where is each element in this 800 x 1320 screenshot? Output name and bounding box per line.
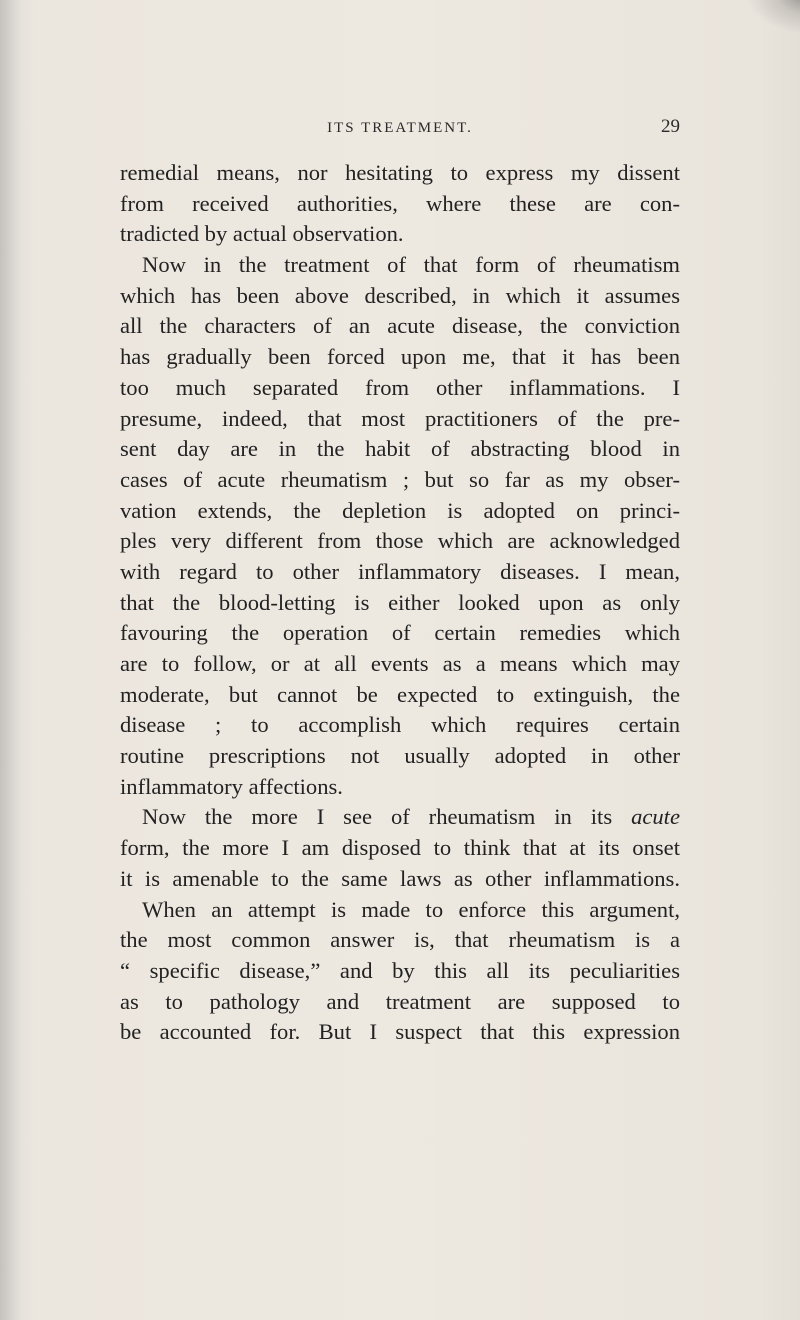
text-line: with regard to other inflammatory diseases. I mean, bbox=[120, 558, 680, 584]
page-gutter-shadow bbox=[0, 0, 22, 1320]
text-line: from received authorities, where these are con- bbox=[120, 190, 680, 216]
text-line: Now in the treatment of that form of rheumatism bbox=[142, 252, 680, 278]
text-line: form, the more I am disposed to think that at its onset bbox=[120, 835, 680, 861]
text-line: as to pathology and treatment are supposed to bbox=[120, 988, 680, 1014]
text-line: “ specific disease,” and by this all its peculiarities bbox=[120, 957, 680, 983]
text-line: that the blood-letting is either looked upon as only bbox=[120, 589, 680, 615]
text-line: all the characters of an acute disease, the conviction bbox=[120, 313, 680, 339]
text-line: too much separated from other inflammations. I bbox=[120, 374, 680, 400]
text-line: routine prescriptions not usually adopted in other bbox=[120, 743, 680, 769]
text-line: sent day are in the habit of abstracting blood in bbox=[120, 436, 680, 462]
text-line: the most common answer is, that rheumatism is a bbox=[120, 927, 680, 953]
running-head: ITS TREATMENT. bbox=[327, 120, 473, 136]
text-line: which has been above described, in which it assumes bbox=[120, 282, 680, 308]
page-corner-shadow bbox=[746, 0, 800, 34]
text-line-start: Now the more I see of rheumatism in its bbox=[142, 804, 613, 830]
text-line: favouring the operation of certain remedies which bbox=[120, 620, 680, 646]
text-line: When an attempt is made to enforce this argument, bbox=[142, 896, 680, 922]
text-line: inflammatory affections. bbox=[120, 773, 343, 799]
text-line: cases of acute rheumatism ; but so far as my obser- bbox=[120, 466, 680, 492]
italic-word: acute bbox=[631, 804, 680, 830]
text-line: disease ; to accomplish which requires certain bbox=[120, 712, 680, 738]
page-number: 29 bbox=[661, 116, 680, 137]
text-line: it is amenable to the same laws as other inflammations. bbox=[120, 865, 680, 891]
text-line: are to follow, or at all events as a means which may bbox=[120, 651, 680, 676]
text-line-with-italic bbox=[120, 802, 680, 833]
text-line: vation extends, the depletion is adopted on princi- bbox=[120, 497, 680, 523]
text-line: presume, indeed, that most practitioners of the pre- bbox=[120, 405, 680, 431]
text-line: tradicted by actual observation. bbox=[120, 221, 404, 247]
text-line: moderate, but cannot be expected to extinguish, the bbox=[120, 681, 680, 707]
body-text bbox=[120, 158, 680, 1048]
text-line: ples very different from those which are acknowledged bbox=[120, 528, 680, 554]
page-header bbox=[120, 116, 680, 140]
text-line: remedial means, nor hesitating to express my dissent bbox=[120, 160, 680, 185]
text-line: be accounted for. But I suspect that this expression bbox=[120, 1019, 680, 1045]
text-line: has gradually been forced upon me, that it has been bbox=[120, 344, 680, 370]
